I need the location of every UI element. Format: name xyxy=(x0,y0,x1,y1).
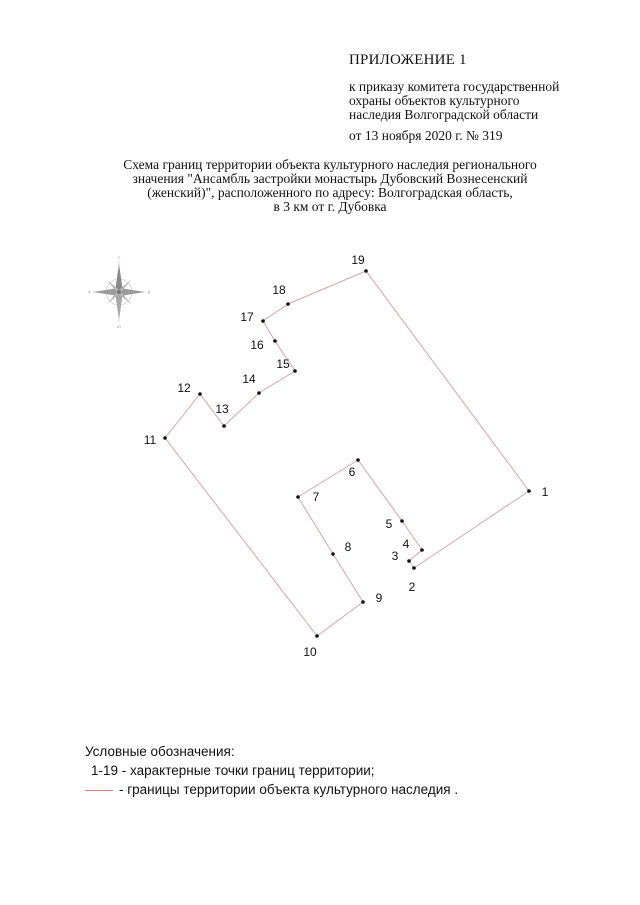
compass-rose-icon xyxy=(88,255,151,329)
boundary-point-label-10: 10 xyxy=(303,645,317,660)
scheme-title-line: Схема границ территории объекта культурного наследия регионального xyxy=(123,157,537,172)
boundary-point-label-5: 5 xyxy=(385,517,393,532)
boundary-point-label-2: 2 xyxy=(408,580,416,595)
legend-line-swatch xyxy=(85,790,113,791)
boundary-point-9 xyxy=(361,600,365,604)
boundary-point-label-3: 3 xyxy=(391,549,399,564)
boundary-point-label-4: 4 xyxy=(402,537,410,552)
compass-west: З xyxy=(87,289,91,295)
boundary-point-label-13: 13 xyxy=(215,402,229,417)
boundary-point-10 xyxy=(315,634,319,638)
boundary-point-label-14: 14 xyxy=(242,372,256,387)
boundary-point-label-15: 15 xyxy=(276,357,290,372)
boundary-point-label-6: 6 xyxy=(348,465,356,480)
boundary-point-7 xyxy=(296,495,300,499)
boundary-point-label-8: 8 xyxy=(344,540,352,555)
boundary-point-label-12: 12 xyxy=(177,381,191,396)
order-line: наследия Волгоградской области xyxy=(349,107,539,122)
boundary-point-11 xyxy=(163,436,167,440)
legend xyxy=(85,742,458,799)
boundary-point-1 xyxy=(527,489,531,493)
boundary-point-label-19: 19 xyxy=(351,253,365,268)
legend-line-description: - границы территории объекта культурного наследия . xyxy=(119,782,459,797)
boundary-point-label-11: 11 xyxy=(143,433,157,448)
boundary-point-13 xyxy=(222,424,226,428)
scheme-title-line: (женский)", расположенного по адресу: Волгоградская область, xyxy=(147,185,513,200)
scheme-title-line: значения "Ансамбль застройки монастырь Дубовский Вознесенский xyxy=(132,171,528,186)
legend-points-key: 1-19 xyxy=(91,763,119,778)
boundary-point-18 xyxy=(286,302,290,306)
legend-points-entry xyxy=(91,761,464,780)
boundary-point-4 xyxy=(420,548,424,552)
order-line: к приказу комитета государственной xyxy=(349,79,560,94)
boundary-point-14 xyxy=(257,391,261,395)
compass-south: Ю xyxy=(116,324,122,329)
territory-boundary xyxy=(165,271,529,636)
boundary-point-label-1: 1 xyxy=(541,485,549,500)
boundary-point-6 xyxy=(356,458,360,462)
compass-north: С xyxy=(117,255,121,260)
appendix-title: ПРИЛОЖЕНИЕ 1 xyxy=(349,52,467,68)
order-date: от 13 ноября 2020 г. № 319 xyxy=(349,128,503,143)
order-line: охраны объектов культурного xyxy=(349,93,520,108)
boundary-point-5 xyxy=(400,519,404,523)
boundary-point-16 xyxy=(273,339,277,343)
scheme-title-line: в 3 км от г. Дубовка xyxy=(273,199,387,214)
legend-title: Условные обозначения: xyxy=(85,744,235,759)
boundary-point-15 xyxy=(293,369,297,373)
legend-line-entry xyxy=(85,780,458,799)
boundary-point-2 xyxy=(412,566,416,570)
boundary-point-17 xyxy=(261,319,265,323)
boundary-point-label-18: 18 xyxy=(272,283,286,298)
boundary-point-label-16: 16 xyxy=(250,338,264,353)
boundary-point-3 xyxy=(407,559,411,563)
legend-points-description: - характерные точки границ территории; xyxy=(118,763,375,778)
boundary-point-19 xyxy=(364,269,368,273)
boundary-point-label-9: 9 xyxy=(375,591,383,606)
boundary-point-12 xyxy=(198,392,202,396)
boundary-point-8 xyxy=(331,552,335,556)
boundary-point-label-7: 7 xyxy=(312,490,320,505)
compass-east: В xyxy=(147,289,151,295)
boundary-point-label-17: 17 xyxy=(240,310,254,325)
